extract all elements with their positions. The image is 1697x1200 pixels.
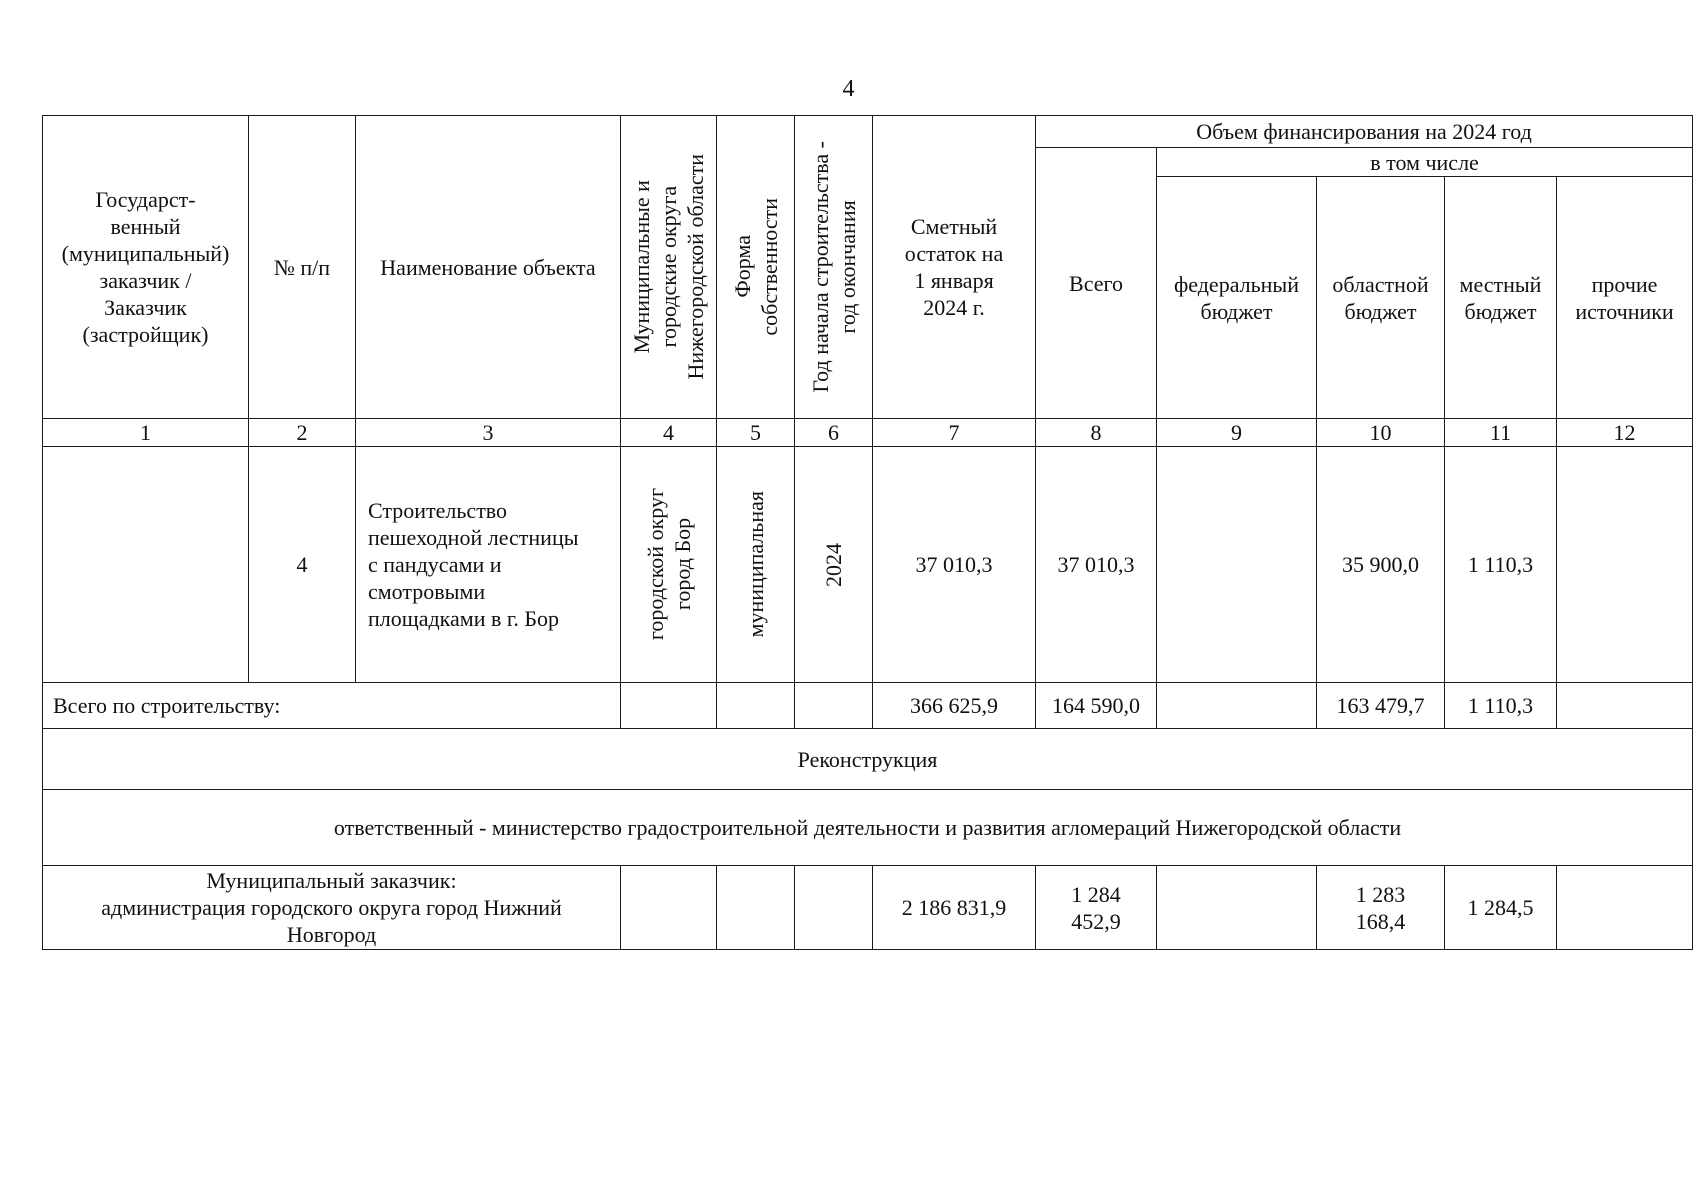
header-total: Всего <box>1036 148 1157 419</box>
header-estimate: Сметный остаток на 1 января 2024 г. <box>873 116 1036 419</box>
column-number: 8 <box>1036 419 1157 447</box>
responsible-text: ответственный - министерство градостроительной деятельности и развития агломераций Нижегородской области <box>43 790 1693 866</box>
total-federal <box>1157 683 1317 729</box>
column-number: 6 <box>795 419 873 447</box>
object-name: Строительство пешеходной лестницы с пандусами и смотровыми площадками в г. Бор <box>356 447 621 683</box>
customer-other <box>1557 866 1693 950</box>
column-number: 1 <box>43 419 249 447</box>
object-ownership: муниципальная <box>743 491 768 638</box>
column-number: 2 <box>249 419 356 447</box>
object-years-cell <box>795 447 873 683</box>
column-number: 4 <box>621 419 717 447</box>
table-row-responsible <box>43 790 1693 866</box>
object-local: 1 110,3 <box>1445 447 1557 683</box>
object-customer <box>43 447 249 683</box>
header-years: Год начала строительства - год окончания <box>807 141 860 393</box>
customer-local: 1 284,5 <box>1445 866 1557 950</box>
customer-ownership <box>717 866 795 950</box>
object-total: 37 010,3 <box>1036 447 1157 683</box>
header-local: местный бюджет <box>1445 177 1557 419</box>
header-municipality-cell <box>621 116 717 419</box>
customer-regional: 1 283 168,4 <box>1317 866 1445 950</box>
total-other <box>1557 683 1693 729</box>
column-number: 5 <box>717 419 795 447</box>
table-row-section <box>43 729 1693 790</box>
object-other <box>1557 447 1693 683</box>
column-number: 9 <box>1157 419 1317 447</box>
header-customer: Государст- венный (муниципальный) заказчик / Заказчик (застройщик) <box>43 116 249 419</box>
table-row-total <box>43 683 1693 729</box>
object-ownership-cell <box>717 447 795 683</box>
header-object-name: Наименование объекта <box>356 116 621 419</box>
header-federal: федеральный бюджет <box>1157 177 1317 419</box>
total-ownership <box>717 683 795 729</box>
customer-federal <box>1157 866 1317 950</box>
header-years-cell <box>795 116 873 419</box>
total-label: Всего по строительству: <box>43 683 621 729</box>
object-municipality: городской округ город Бор <box>642 488 695 641</box>
object-num: 4 <box>249 447 356 683</box>
column-number: 3 <box>356 419 621 447</box>
header-funding-group: Объем финансирования на 2024 год <box>1036 116 1693 148</box>
header-other: прочие источники <box>1557 177 1693 419</box>
column-number: 12 <box>1557 419 1693 447</box>
header-row-1 <box>43 116 1693 148</box>
object-regional: 35 900,0 <box>1317 447 1445 683</box>
header-municipality: Муниципальные и городские округа Нижегородской области <box>629 154 708 380</box>
header-regional: областной бюджет <box>1317 177 1445 419</box>
column-numbers-row <box>43 419 1693 447</box>
customer-label: Муниципальный заказчик: администрация городского округа город Нижний Новгород <box>43 866 621 950</box>
column-number: 10 <box>1317 419 1445 447</box>
total-regional: 163 479,7 <box>1317 683 1445 729</box>
total-years <box>795 683 873 729</box>
page-number: 4 <box>842 76 855 102</box>
header-including: в том числе <box>1157 148 1693 177</box>
header-num: № п/п <box>249 116 356 419</box>
total-estimate: 366 625,9 <box>873 683 1036 729</box>
customer-total: 1 284 452,9 <box>1036 866 1157 950</box>
total-municipality <box>621 683 717 729</box>
header-ownership-cell <box>717 116 795 419</box>
customer-municipality <box>621 866 717 950</box>
section-title: Реконструкция <box>43 729 1693 790</box>
table-row-customer <box>43 866 1693 950</box>
financing-table <box>42 115 1693 950</box>
total-total: 164 590,0 <box>1036 683 1157 729</box>
total-local: 1 110,3 <box>1445 683 1557 729</box>
object-estimate: 37 010,3 <box>873 447 1036 683</box>
customer-estimate: 2 186 831,9 <box>873 866 1036 950</box>
header-ownership: Форма собственности <box>729 198 782 336</box>
object-municipality-cell <box>621 447 717 683</box>
object-federal <box>1157 447 1317 683</box>
column-number: 11 <box>1445 419 1557 447</box>
column-number: 7 <box>873 419 1036 447</box>
table-row-object <box>43 447 1693 683</box>
customer-years <box>795 866 873 950</box>
object-years: 2024 <box>821 542 846 587</box>
